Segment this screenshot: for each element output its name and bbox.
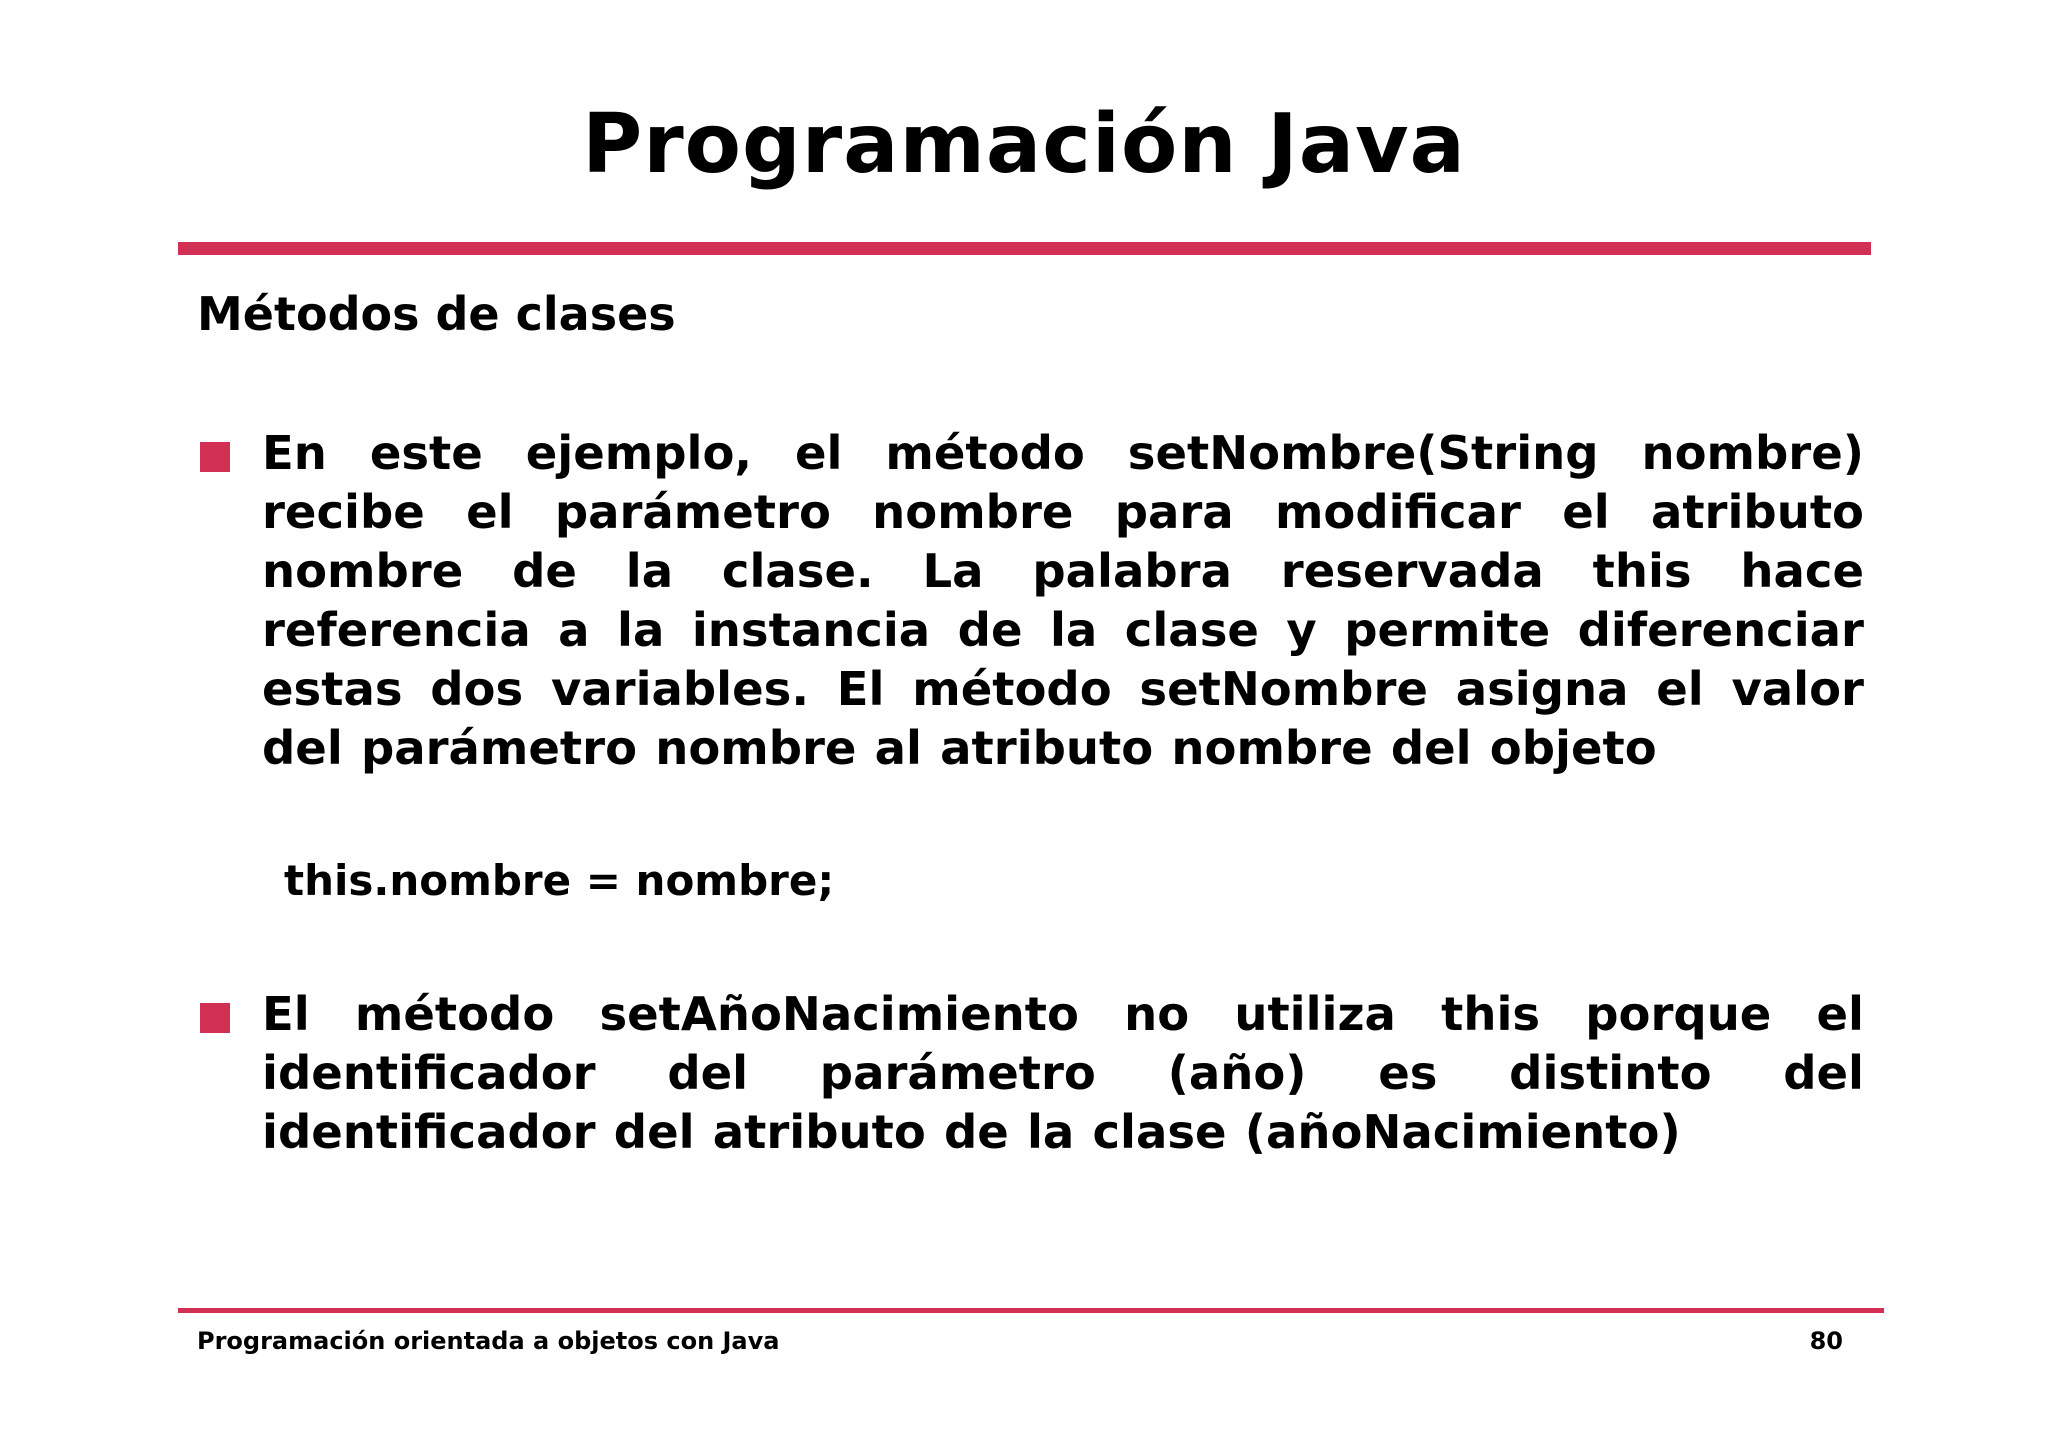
bullet-text-1: En este ejemplo, el método setNombre(String nombre) recibe el parámetro nombre para modificar el atributo nombre de la clase. La palabra reservada this hace referencia a la instancia de la clase y permite diferenciar estas dos variables. El método setNombre asigna el valor del parámetro nombre al atributo nombre del objeto [262,426,1864,775]
bullet-marker-2 [200,1003,230,1033]
bullet-text-2: El método setAñoNacimiento no utiliza this porque el identificador del parámetro (año) es distinto del identificador del atributo de la clase (añoNacimiento) [262,987,1864,1159]
code-example: this.nombre = nombre; [284,856,835,905]
title-divider [178,242,1871,255]
footer-course-title: Programación orientada a objetos con Java [197,1327,780,1355]
bullet-marker-1 [200,442,230,472]
footer-divider [178,1308,1884,1313]
slide-title: Programación Java [582,97,1466,192]
page-number: 80 [1809,1327,1843,1355]
section-heading: Métodos de clases [197,287,676,341]
